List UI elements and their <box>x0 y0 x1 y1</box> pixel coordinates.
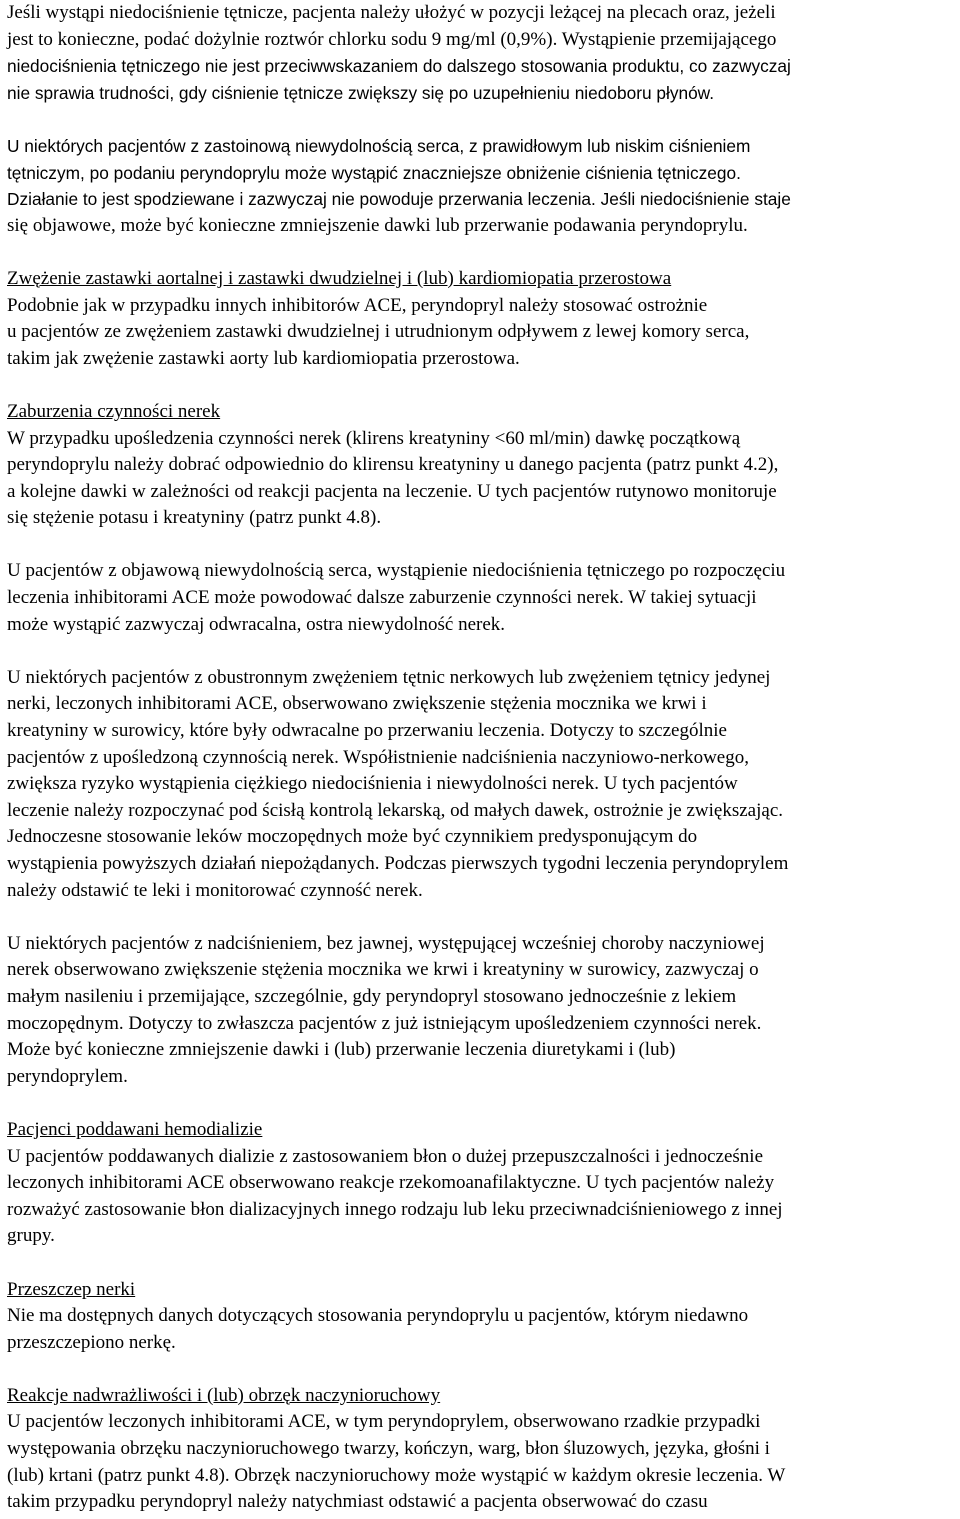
text-line: kreatyniny w surowicy, które były odwracalne po przerwaniu leczenia. Dotyczy to szczególnie <box>7 720 727 742</box>
text-line: się stężenie potasu i kreatyniny (patrz punkt 4.8). <box>7 507 382 529</box>
text-line: tętniczym, po podaniu peryndoprylu może wystąpić znaczniejsze obniżenie ciśnienia tętniczego. <box>7 162 741 183</box>
text-line: Działanie to jest spodziewane i zazwyczaj nie powoduje przerwania leczenia. Jeśli niedociśnienie staje <box>7 189 791 210</box>
text-line: takim przypadku peryndopryl należy natychmiast odstawić a pacjenta obserwować do czasu <box>7 1491 708 1513</box>
text-line: Podobnie jak w przypadku innych inhibitorów ACE, peryndopryl należy stosować ostrożnie <box>7 294 708 316</box>
text-line: U pacjentów leczonych inhibitorami ACE, w tym peryndoprylem, obserwowano rzadkie przypadki <box>7 1411 761 1433</box>
text-line: Może być konieczne zmniejszenie dawki i (lub) przerwanie leczenia diuretykami i (lub) <box>7 1039 676 1061</box>
paragraph-heart-failure <box>7 133 957 239</box>
section-heading: Zwężenie zastawki aortalnej i zastawki dwudzielnej i (lub) kardiomiopatia przerostowa <box>7 267 672 289</box>
text-line: leczenie należy rozpoczynać pod ścisłą kontrolą lekarską, od małych dawek, ostrożnie je zwiększając. <box>7 799 784 821</box>
section-renal-impairment <box>7 399 957 532</box>
section-heading: Przeszczep nerki <box>7 1278 136 1300</box>
text-line: zwiększa ryzyko wystąpienia ciężkiego niedociśnienia i niewydolności nerek. U tych pacjentów <box>7 773 738 795</box>
section-kidney-transplant <box>7 1277 957 1357</box>
text-line: wystąpienia powyższych działań niepożądanych. Podczas pierwszych tygodni leczenia peryndoprylem <box>7 853 789 874</box>
text-line: należy odstawić te leki i monitorować czynność nerek. <box>7 879 423 901</box>
text-line: Jednoczesne stosowanie leków moczopędnych może być czynnikiem predysponującym do <box>7 826 698 848</box>
text-line: Jeśli wystąpi niedociśnienie tętnicze, pacjenta należy ułożyć w pozycji leżącej na plecach oraz, jeżeli <box>7 2 776 23</box>
paragraph-hypertension <box>7 931 957 1091</box>
text-line: (lub) krtani (patrz punkt 4.8). Obrzęk naczynioruchowy może wystąpić w każdym okresie leczenia. W <box>7 1464 786 1486</box>
text-line: U niektórych pacjentów z zastoinową niewydolnością serca, z prawidłowym lub niskim ciśnieniem <box>7 135 751 156</box>
paragraph-hypotension <box>7 0 957 106</box>
text-line: leczonych inhibitorami ACE obserwowano reakcje rzekomoanafilaktyczne. U tych pacjentów należy <box>7 1172 775 1194</box>
text-line: rozważyć zastosowanie błon dializacyjnych innego rodzaju lub leku przeciwnadciśnieniowego z innej <box>7 1198 783 1220</box>
text-line: występowania obrzęku naczynioruchowego twarzy, kończyn, warg, błon śluzowych, języka, głośni i <box>7 1438 770 1460</box>
text-line: pacjentów z upośledzoną czynnością nerek. Współistnienie nadciśnienia naczyniowo-nerkowego, <box>7 746 749 768</box>
text-line: a kolejne dawki w zależności od reakcji pacjenta na leczenie. U tych pacjentów rutynowo monitoruje <box>7 480 777 502</box>
text-line: małym nasileniu i przemijające, szczególnie, gdy peryndopryl stosowano jednocześnie z lekiem <box>7 985 737 1007</box>
text-line: przeszczepiono nerkę. <box>7 1331 176 1353</box>
text-line: Nie ma dostępnych danych dotyczących stosowania peryndoprylu u pacjentów, którym niedawno <box>7 1305 749 1327</box>
section-valve-stenosis <box>7 266 957 372</box>
text-line: się objawowe, może być konieczne zmniejszenie dawki lub przerwanie podawania peryndoprylu. <box>7 214 748 236</box>
text-line: może wystąpić zazwyczaj odwracalna, ostra niewydolność nerek. <box>7 613 506 635</box>
text-line: peryndoprylu należy dobrać odpowiednio do klirensu kreatyniny u danego pacjenta (patrz punkt 4.2), <box>7 454 779 476</box>
text-line: U niektórych pacjentów z nadciśnieniem, bez jawnej, występującej wcześniej choroby naczyniowej <box>7 932 765 954</box>
section-heading: Zaburzenia czynności nerek <box>7 400 221 422</box>
text-line: grupy. <box>7 1225 55 1247</box>
text-line: niedociśnienia tętniczego nie jest przeciwwskazaniem do dalszego stosowania produktu, co zazwyczaj <box>7 56 791 77</box>
text-line: moczopędnym. Dotyczy to zwłaszcza pacjentów z już istniejącym upośledzeniem czynności nerek. <box>7 1012 762 1034</box>
section-heading: Pacjenci poddawani hemodializie <box>7 1118 263 1140</box>
section-hemodialysis <box>7 1117 957 1250</box>
text-line: peryndoprylem. <box>7 1065 128 1087</box>
section-hypersensitivity <box>7 1383 957 1516</box>
text-line: nie sprawia trudności, gdy ciśnienie tętnicze zwiększy się po uzupełnieniu niedoboru płynów. <box>7 82 715 103</box>
text-line: leczenia inhibitorami ACE może powodować dalsze zaburzenie czynności nerek. W takiej sytuacji <box>7 587 757 609</box>
text-line: nerki, leczonych inhibitorami ACE, obserwowano zwiększenie stężenia mocznika we krwi i <box>7 693 707 715</box>
document-page <box>7 0 957 1516</box>
paragraph-symptomatic-heart-failure <box>7 558 957 638</box>
text-line: U pacjentów z objawową niewydolnością serca, wystąpienie niedociśnienia tętniczego po rozpoczęciu <box>7 560 786 582</box>
text-line: U niektórych pacjentów z obustronnym zwężeniem tętnic nerkowych lub zwężeniem tętnicy jedynej <box>7 666 771 688</box>
text-line: jest to konieczne, podać dożylnie roztwór chlorku sodu 9 mg/ml (0,9%). Wystąpienie przemijającego <box>7 28 777 50</box>
text-line: U pacjentów poddawanych dializie z zastosowaniem błon o dużej przepuszczalności i jednocześnie <box>7 1145 764 1167</box>
text-line: u pacjentów ze zwężeniem zastawki dwudzielnej i utrudnionym odpływem z lewej komory serca, <box>7 321 750 343</box>
paragraph-renal-artery-stenosis <box>7 665 957 904</box>
text-line: nerek obserwowano zwiększenie stężenia mocznika we krwi i kreatyniny w surowicy, zazwyczaj o <box>7 959 759 981</box>
text-line: W przypadku upośledzenia czynności nerek (klirens kreatyniny <60 ml/min) dawkę początkową <box>7 427 741 449</box>
text-line: takim jak zwężenie zastawki aorty lub kardiomiopatia przerostowa. <box>7 347 520 369</box>
section-heading: Reakcje nadwrażliwości i (lub) obrzęk naczynioruchowy <box>7 1384 441 1406</box>
